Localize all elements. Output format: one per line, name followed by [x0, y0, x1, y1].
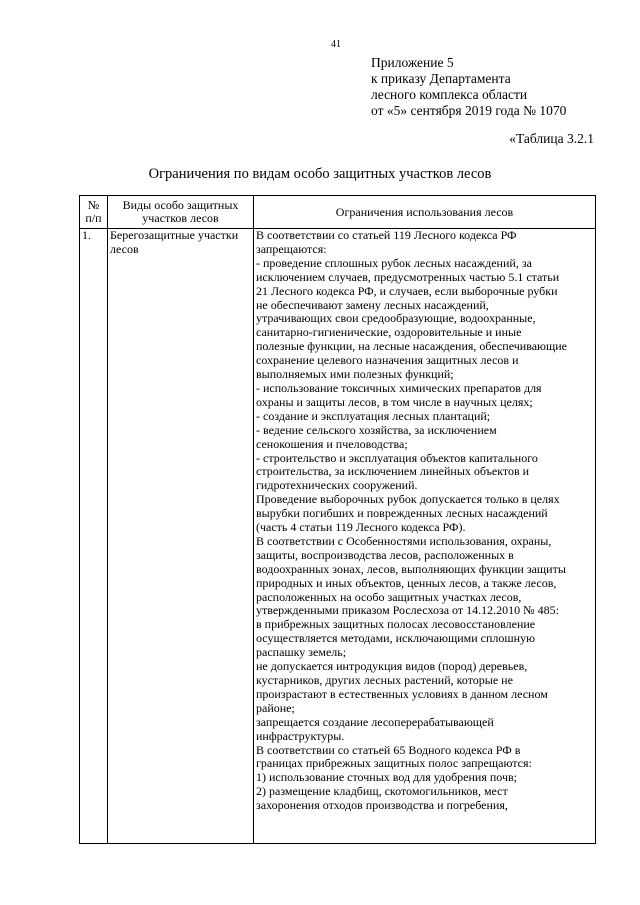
restriction-line: - использование токсичных химических препаратов для: [256, 380, 542, 395]
header-restrictions: Ограничения использования лесов: [254, 196, 596, 229]
restriction-line: исключением случаев, предусмотренных частью 5.1 статьи: [256, 269, 560, 284]
restriction-line: гидротехнических сооружений.: [256, 478, 418, 493]
table-reference: «Таблица 3.2.1: [509, 131, 594, 146]
row-type-line: Берегозащитные участки: [110, 228, 239, 242]
restriction-line: - ведение сельского хозяйства, за исключением: [256, 422, 497, 437]
header-type: [108, 196, 254, 229]
restriction-line: утрачивающих свои средообразующие, водоохранные,: [256, 311, 536, 326]
restriction-line: 2) размещение кладбищ, скотомогильников, мест: [256, 784, 508, 799]
appendix-line: от «5» сентября 2019 года № 1070: [371, 103, 567, 118]
row-type-line: лесов: [110, 241, 139, 256]
page-number: 41: [331, 39, 341, 50]
restriction-line: (часть 4 статьи 119 Лесного кодекса РФ).: [256, 520, 466, 535]
header-type-line: участков лесов: [142, 211, 219, 225]
appendix-header: [371, 55, 566, 119]
row-type: [108, 229, 254, 844]
restriction-line: запрещаются:: [256, 241, 327, 256]
restriction-line: 1) использование сточных вод для удобрения почв;: [256, 770, 518, 785]
header-num-line: №: [87, 198, 100, 212]
restriction-line: захоронения отходов производства и погребения,: [256, 798, 508, 813]
restriction-line: утвержденными приказом Рослесхоза от 14.12.2010 № 485:: [256, 603, 559, 618]
restriction-line: распашку земель;: [256, 645, 347, 660]
restriction-line: В соответствии со статьей 65 Водного кодекса РФ в: [256, 742, 521, 757]
restriction-line: В соответствии с Особенностями использования, охраны,: [256, 533, 552, 548]
restriction-line: кустарников, других лесных растений, которые не: [256, 673, 513, 687]
appendix-line: к приказу Департамента: [371, 71, 511, 86]
restriction-line: сохранение целевого назначения защитных лесов и: [256, 353, 519, 368]
restriction-line: выполняемых ими полезных функций;: [256, 367, 454, 382]
restriction-line: вырубки погибших и поврежденных лесных насаждений: [256, 506, 548, 521]
header-num-line: п/п: [85, 211, 102, 225]
restriction-line: не допускается интродукция видов (пород) деревьев,: [256, 659, 528, 674]
restriction-line: не обеспечивают замену лесных насаждений,: [256, 297, 489, 312]
restriction-line: запрещается создание лесоперерабатывающей: [256, 714, 494, 729]
restriction-line: В соответствии со статьей 119 Лесного кодекса РФ: [256, 228, 517, 242]
restriction-line: сенокошения и пчеловодства;: [256, 436, 408, 451]
restriction-line: 21 Лесного кодекса РФ, и случаев, если выборочные рубки: [256, 283, 558, 298]
appendix-line: лесного комплекса области: [371, 87, 528, 102]
row-number: 1.: [80, 229, 108, 844]
document-title: Ограничения по видам особо защитных участков лесов: [148, 166, 492, 182]
table-row: [80, 229, 596, 844]
restriction-line: санитарно-гигиенические, оздоровительные и иные: [256, 325, 522, 340]
restriction-line: строительства, за исключением линейных объектов и: [256, 464, 530, 479]
restriction-line: в прибрежных защитных полосах лесовосстановление: [256, 617, 536, 632]
restriction-line: осуществляется методами, исключающими сплошную: [256, 631, 536, 646]
appendix-line: Приложение 5: [371, 55, 454, 70]
restriction-line: - строительство и эксплуатация объектов капитального: [256, 450, 538, 465]
restriction-line: расположенных на особо защитных участках лесов,: [256, 589, 522, 604]
restriction-line: районе;: [256, 700, 295, 715]
restriction-line: инфраструктуры.: [256, 728, 345, 743]
restriction-line: - создание и эксплуатация лесных плантаций;: [256, 408, 491, 423]
header-num: [80, 196, 108, 229]
restriction-line: защиты, воспроизводства лесов, расположенных в: [256, 547, 514, 562]
restriction-line: природных и иных объектов, ценных лесов, а также лесов,: [256, 575, 557, 590]
restriction-line: границах прибрежных защитных полос запрещаются:: [256, 756, 532, 771]
restriction-line: Проведение выборочных рубок допускается только в целях: [256, 492, 560, 507]
restriction-line: водоохранных зонах, лесов, выполняющих функции защиты: [256, 561, 566, 576]
row-restrictions: [254, 229, 596, 844]
table-header-row: [80, 196, 596, 229]
restriction-line: полезные функции, на лесные насаждения, обеспечивающие: [256, 339, 567, 354]
restriction-line: охраны и защиты лесов, в том числе в научных целях;: [256, 394, 533, 409]
header-type-line: Виды особо защитных: [122, 198, 239, 212]
restriction-line: произрастают в естественных условиях в данном лесном: [256, 686, 548, 701]
restriction-line: - проведение сплошных рубок лесных насаждений, за: [256, 255, 532, 270]
restrictions-table: [79, 195, 596, 844]
